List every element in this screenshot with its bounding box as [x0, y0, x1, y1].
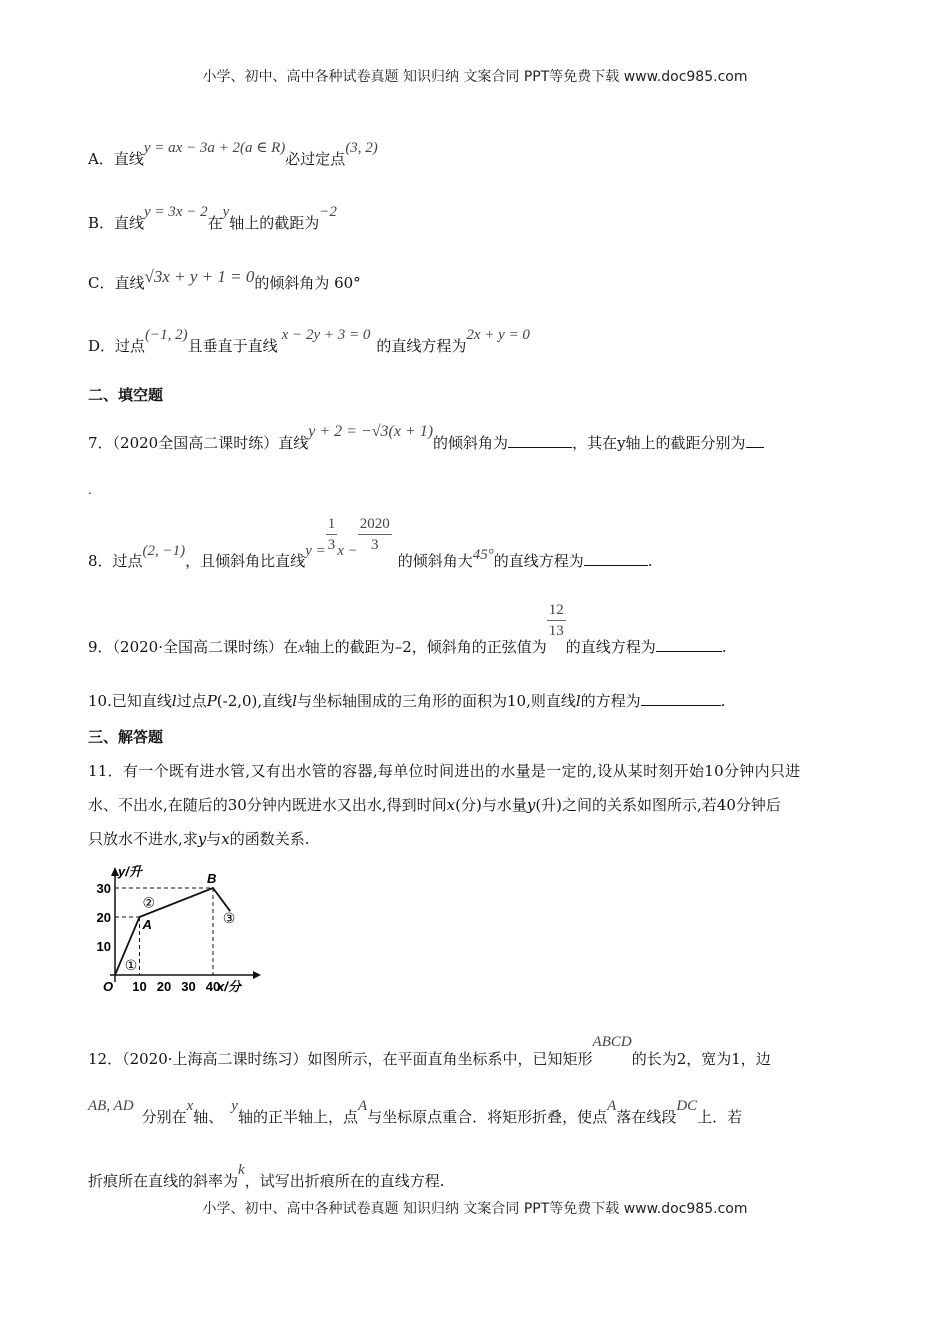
option-a-label: A．直线 — [88, 150, 144, 168]
question-10 — [88, 690, 725, 711]
option-a — [88, 140, 378, 169]
q9-f-den: 13 — [548, 623, 564, 639]
option-d-text2: 的直线方程为 — [376, 337, 467, 355]
q11-l2a: 水、不出水,在随后的30分钟内既进水又出水,得到时间 — [88, 796, 447, 814]
point-label-A: A — [142, 917, 152, 932]
q12-l3a: 折痕所在直线的斜率为 — [88, 1172, 239, 1190]
q11-l2c: (升)之间的关系如图所示,若40分钟后 — [535, 796, 781, 814]
y-tick-label: 30 — [96, 881, 111, 896]
option-d-text: 且垂直于直线 — [187, 337, 278, 355]
q7-text: 的倾斜角为 — [433, 434, 509, 452]
q9-tail: 的直线方程为 — [565, 637, 656, 656]
option-d-equation: x − 2y + 3 = 0 — [281, 327, 371, 343]
x-tick-label: 40 — [205, 979, 221, 994]
q8-f1-den: 3 — [327, 537, 336, 553]
option-a-equation: y = ax − 3a + 2(a ∈ R) — [143, 140, 286, 156]
question-8 — [88, 514, 653, 570]
page-header: 小学、初中、高中各种试卷真题 知识归纳 文案合同 PPT等免费下载 www.doc985.com — [202, 69, 748, 85]
q8-blank[interactable] — [584, 551, 648, 566]
q8-point: (2, −1) — [142, 542, 186, 559]
q12-k: k — [238, 1162, 245, 1178]
q12-l2c: 轴的正半轴上，点 — [237, 1108, 358, 1126]
q8-prefix: 8．过点 — [88, 551, 143, 570]
q12-ab: AB, AD — [88, 1098, 134, 1114]
q12-x: x — [186, 1098, 194, 1114]
q8-eq-mid: x − — [337, 542, 358, 559]
option-c-label: C．直线 — [88, 274, 145, 292]
q10-l3: l — [575, 692, 581, 710]
q10-text2: 与坐标轴围成的三角形的面积为10,则直线 — [297, 692, 576, 710]
q9-prefix: 9．（2020·全国高二课时练）在 — [88, 637, 298, 656]
q12-dc: DC — [676, 1098, 698, 1114]
q9-text2: ，倾斜角的正弦值为 — [411, 637, 547, 656]
q8-fraction-2 — [358, 514, 392, 555]
option-b-tail: 轴上的截距为 — [229, 214, 320, 232]
q12-y: y — [231, 1098, 238, 1114]
q12-line-1 — [88, 1030, 771, 1068]
q12-l2f: 上．若 — [697, 1108, 743, 1126]
water-volume-chart — [85, 862, 265, 1002]
option-b-equation: y = 3x − 2 — [144, 204, 208, 220]
q12-A: A — [357, 1098, 368, 1114]
point-label-B: B — [207, 871, 217, 886]
q10-l2: l — [292, 692, 297, 710]
q11-x: x — [446, 796, 456, 814]
question-9 — [88, 600, 727, 656]
option-d-answer: 2x + y = 0 — [466, 327, 530, 343]
q12-l2a: 分别在 — [141, 1108, 187, 1126]
q11-y2: y — [197, 830, 207, 848]
q10-blank[interactable] — [641, 691, 721, 706]
q12-l3b: ，试写出折痕所在的直线方程. — [244, 1172, 445, 1190]
x-axis-arrow — [253, 971, 261, 979]
option-b-label: B．直线 — [88, 214, 145, 232]
option-b — [88, 204, 337, 233]
section-answer-title: 三、解答题 — [88, 728, 164, 746]
q9-fraction — [547, 600, 566, 641]
q10-l: l — [171, 692, 177, 710]
option-b-axis: y — [222, 204, 230, 220]
q11-l2b: (分)与水量 — [455, 796, 527, 814]
q8-f2-num: 2020 — [358, 514, 392, 535]
q8-tail: 的直线方程为 — [493, 551, 584, 570]
q9-f-num: 12 — [547, 600, 566, 621]
option-d — [88, 327, 530, 356]
q8-fraction-1 — [326, 514, 338, 555]
option-c — [88, 267, 361, 293]
section-fill-blank-title: 二、填空题 — [88, 386, 164, 404]
x-tick-label: 10 — [132, 979, 147, 994]
q7-blank-1[interactable] — [508, 433, 572, 448]
q8-eq-start: y = — [305, 542, 326, 559]
q12-A2: A — [607, 1098, 617, 1114]
q7-text2: ，其在y轴上的截距分别为 — [572, 434, 746, 452]
q12-l2b: 轴、 — [193, 1108, 224, 1126]
q9-value: –2 — [394, 637, 412, 656]
y-tick-label: 20 — [96, 910, 111, 925]
option-a-text: 必过定点 — [285, 150, 346, 168]
option-b-value: −2 — [319, 204, 337, 220]
y-tick-label: 10 — [96, 939, 111, 954]
q11-y: y — [526, 796, 536, 814]
q10-point: (-2,0),直线 — [216, 692, 293, 710]
q11-l3c: 的函数关系. — [229, 830, 310, 848]
q12-l1a: 12．（2020·上海高二课时练习）如图所示，在平面直角坐标系中，已知矩形 — [88, 1050, 593, 1068]
q8-text: ，且倾斜角比直线 — [185, 551, 306, 570]
page-footer: 小学、初中、高中各种试卷真题 知识归纳 文案合同 PPT等免费下载 www.doc985.com — [202, 1201, 748, 1217]
option-c-tail: 的倾斜角为 60° — [254, 274, 361, 292]
x-axis-label: x/分 — [217, 979, 241, 994]
option-d-label: D．过点 — [88, 337, 146, 355]
option-c-equation: √3x + y + 1 = 0 — [144, 267, 255, 286]
q12-rect: ABCD — [592, 1034, 632, 1050]
q12-l1b: 的长为2，宽为1，边 — [631, 1050, 771, 1068]
q9-end: . — [721, 637, 727, 656]
q9-blank[interactable] — [656, 637, 722, 652]
q10-P: P — [206, 692, 217, 710]
q7-equation: y + 2 = −√3(x + 1) — [308, 423, 434, 440]
option-a-point: (3, 2) — [345, 140, 378, 156]
q10-prefix: 10.已知直线 — [88, 692, 172, 710]
question-7 — [88, 423, 764, 453]
q12-line-2 — [88, 1098, 743, 1127]
q7-prefix: 7．（2020全国高二课时练）直线 — [88, 434, 309, 452]
q12-l2e: 落在线段 — [616, 1108, 677, 1126]
q11-line-1: 11．有一个既有进水管,又有出水管的容器,每单位时间进出的水量是一定的,设从某时刻开始10分钟内只进 — [88, 762, 801, 780]
q12-line-3 — [88, 1162, 445, 1191]
q8-f2-den: 3 — [371, 537, 379, 553]
q7-blank-2[interactable] — [746, 433, 764, 448]
q11-line-3 — [88, 828, 310, 849]
q10-tail: 的方程为 — [580, 692, 641, 710]
q7-dot: . — [88, 483, 92, 497]
q8-end: . — [647, 551, 653, 570]
option-d-point: (−1, 2) — [145, 327, 188, 343]
q11-x2: x — [221, 830, 230, 848]
segment-label-1: ① — [124, 957, 138, 974]
q8-angle: 45° — [472, 546, 494, 563]
segment-label-3: ③ — [222, 910, 236, 927]
q10-end: . — [720, 692, 726, 710]
q9-text: 轴上的截距为 — [304, 637, 395, 656]
x-tick-label: 20 — [156, 979, 172, 994]
q8-f1-num: 1 — [326, 514, 338, 535]
q9-x: x — [298, 639, 305, 656]
q8-text2: 的倾斜角大 — [397, 551, 473, 570]
option-b-text: 在 — [207, 214, 223, 232]
q10-text: 过点 — [176, 692, 207, 710]
segment-label-2: ② — [142, 894, 156, 911]
q11-l3b: 与 — [206, 830, 222, 848]
origin-label: O — [103, 979, 114, 994]
q11-l3a: 只放水不进水,求 — [88, 830, 198, 848]
q11-line-2 — [88, 794, 781, 815]
y-axis-label: y/升 — [118, 864, 142, 879]
x-tick-label: 30 — [181, 979, 196, 994]
q12-l2d: 与坐标原点重合．将矩形折叠，使点 — [367, 1108, 608, 1126]
